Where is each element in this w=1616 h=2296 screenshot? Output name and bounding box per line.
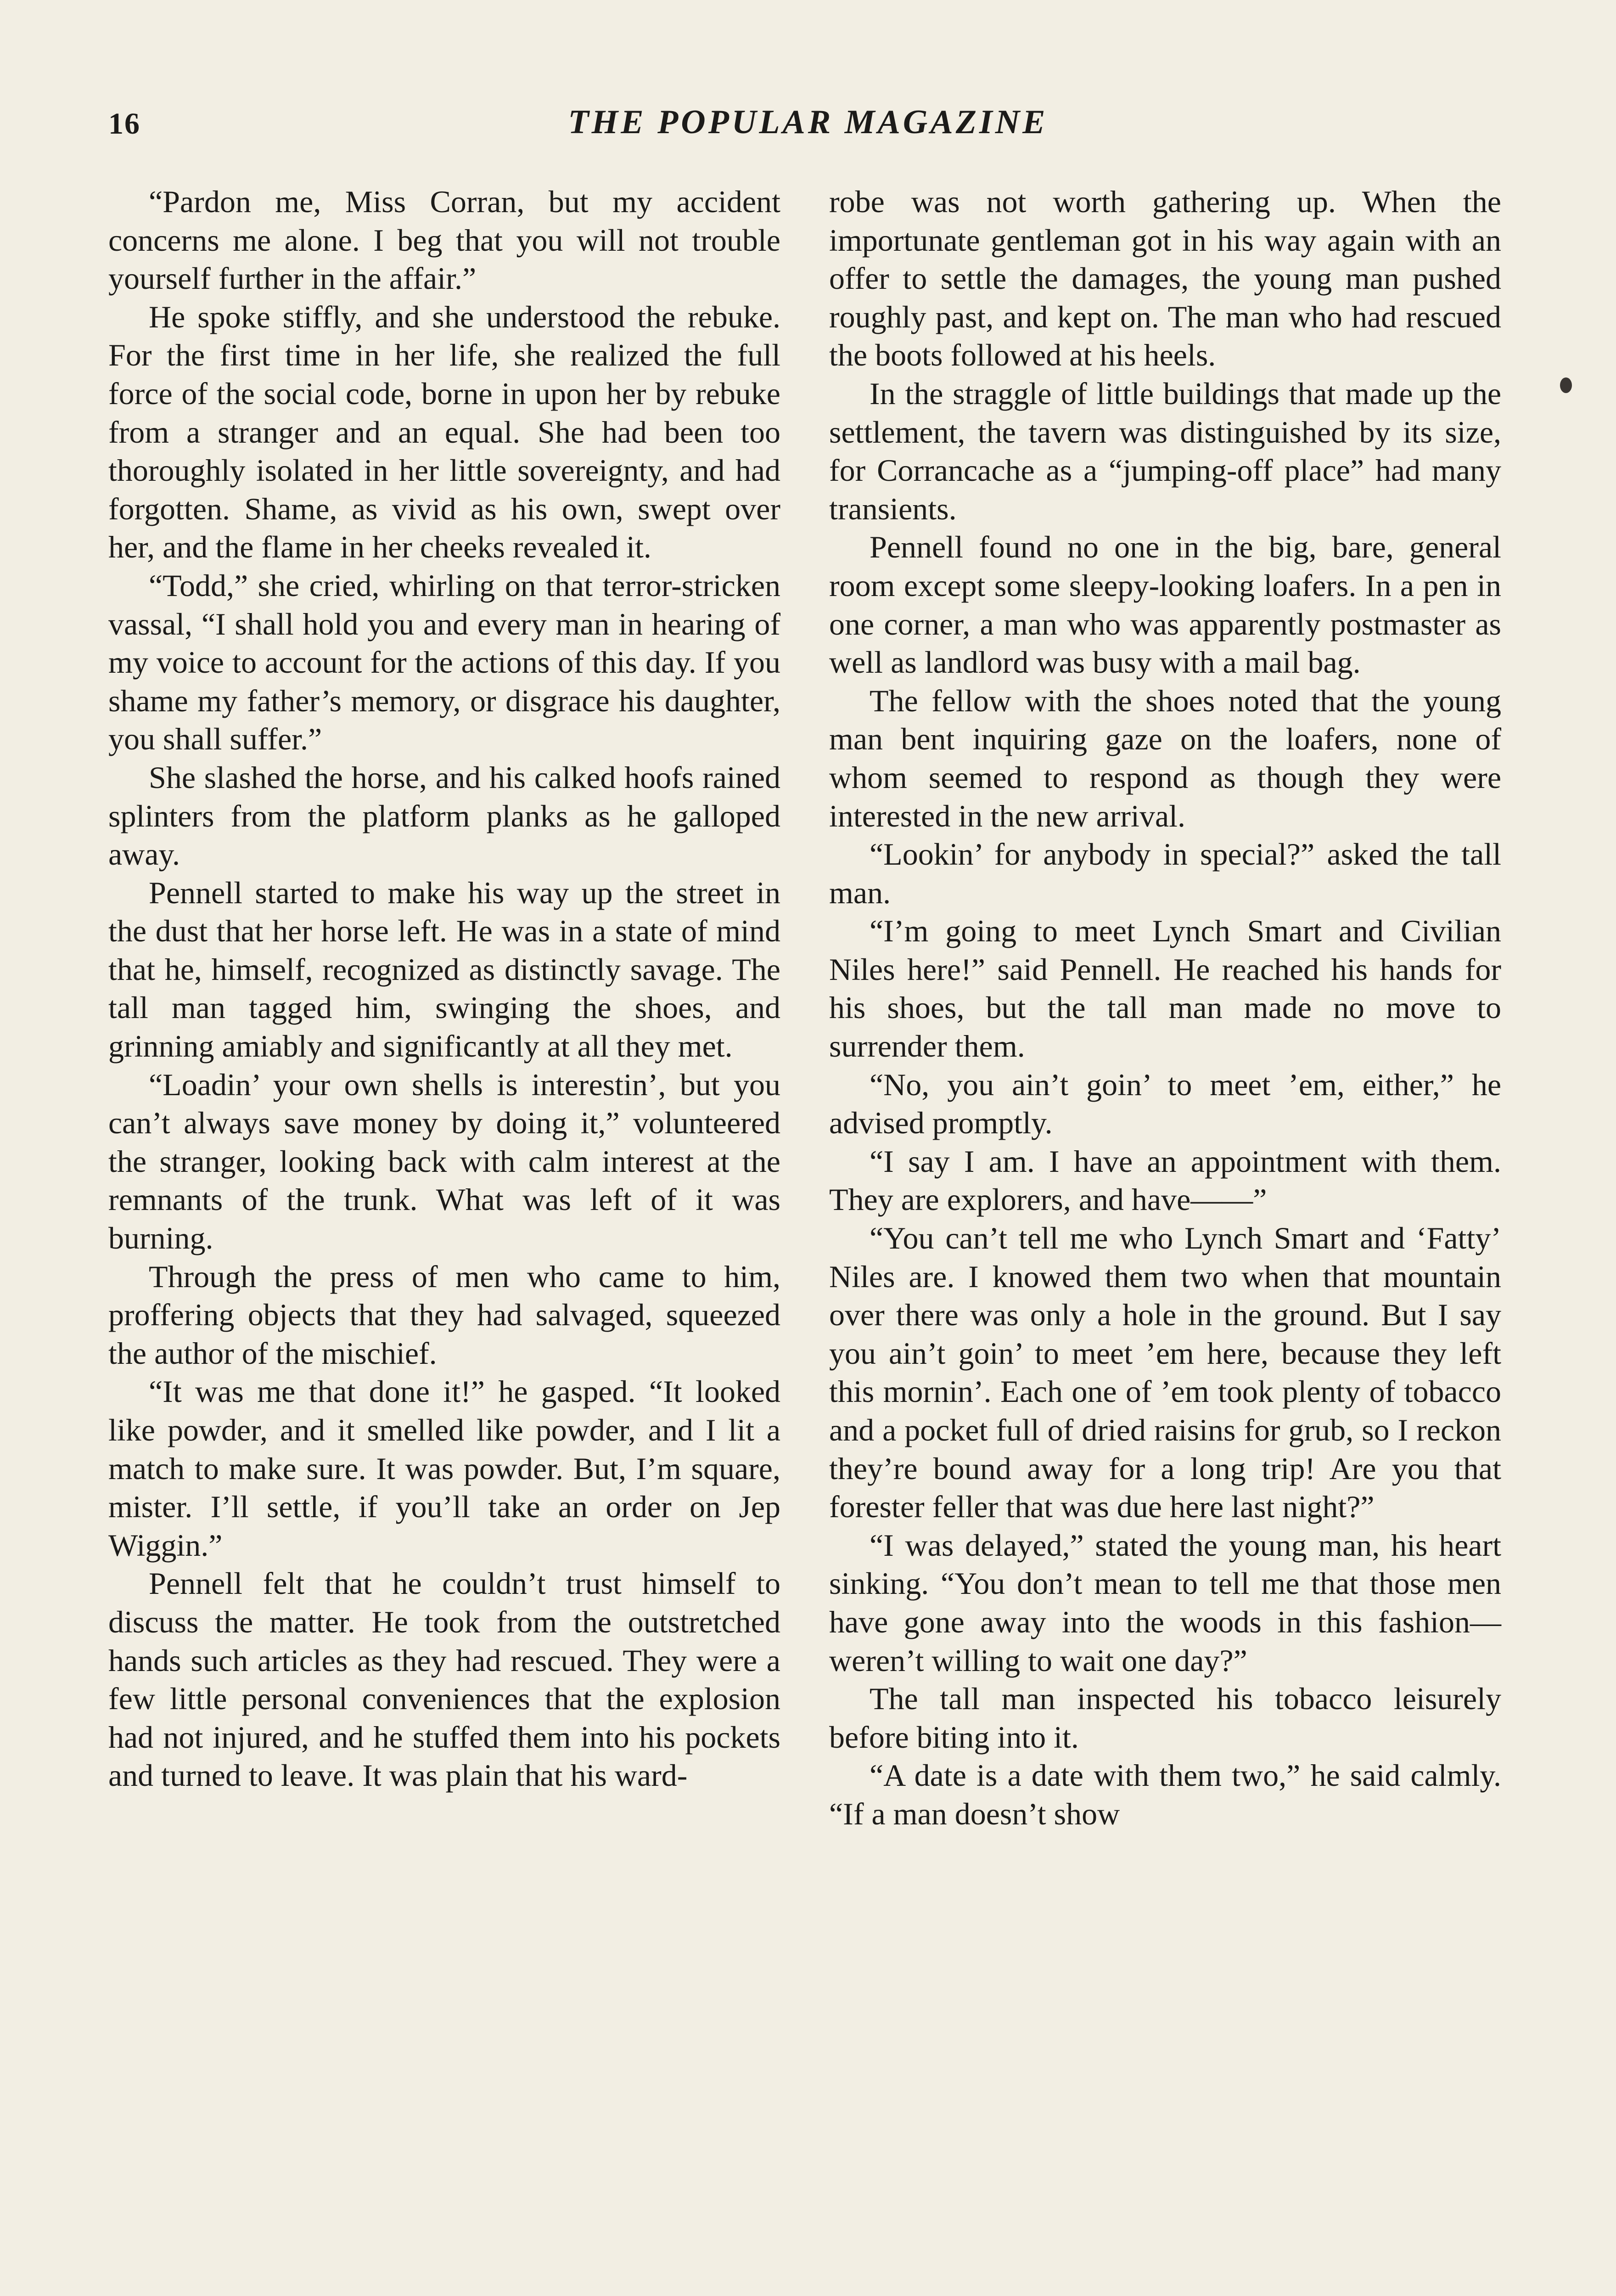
ink-spot: [1560, 377, 1572, 393]
running-head: THE POPULAR MAGAZINE: [568, 103, 1048, 141]
right-column-paragraph: “I’m going to meet Lynch Smart and Civilian Niles here!” said Pennell. He reached his hands for his shoes, but the tall man made no move to surrender them.: [829, 913, 1501, 1064]
left-column-paragraph: She slashed the horse, and his calked hoofs rained splinters from the platform planks as he galloped away.: [108, 760, 780, 872]
right-column-paragraph: In the straggle of little buildings that made up the settlement, the tavern was distinguished by its size, for Corrancache as a “jumping-off place” had many transients.: [829, 376, 1501, 526]
right-column-paragraph: “I was delayed,” stated the young man, his heart sinking. “You don’t mean to tell me that those men have gone away into the woods in this fashion—weren’t willing to wait one day?”: [829, 1527, 1501, 1678]
right-column-paragraph: “No, you ain’t goin’ to meet ’em, either,” he advised promptly.: [829, 1067, 1501, 1141]
left-column-paragraph: Pennell felt that he couldn’t trust himself to discuss the matter. He took from the outstretched hands such articles as they had rescued. They were a few little personal conveniences that the explosion had not injured, and he stuffed them into his pockets and turned to leave. It was plain that his ward-: [108, 1566, 780, 1793]
right-column-paragraph: robe was not worth gathering up. When the importunate gentleman got in his way again with an offer to settle the damages, the young man pushed roughly past, and kept on. The man who had rescued the boots followed at his heels.: [829, 184, 1501, 373]
right-column-paragraph: The fellow with the shoes noted that the young man bent inquiring gaze on the loafers, none of whom seemed to respond as though they were interested in the new arrival.: [829, 683, 1501, 833]
left-column-paragraph: “Loadin’ your own shells is interestin’, but you can’t always save money by doing it,” volunteered the stranger, looking back with calm interest at the remnants of the trunk. What was left of it was burning.: [108, 1067, 780, 1256]
page-number: 16: [108, 107, 140, 141]
left-column-paragraph: “Pardon me, Miss Corran, but my accident concerns me alone. I beg that you will not trouble yourself further in the affair.”: [108, 184, 780, 296]
right-column-paragraph: Pennell found no one in the big, bare, general room except some sleepy-looking loafers. In a pen in one corner, a man who was apparently postmaster as well as landlord was busy with a mail bag.: [829, 529, 1501, 680]
left-column-paragraph: “Todd,” she cried, whirling on that terror-stricken vassal, “I shall hold you and every man in hearing of my voice to account for the actions of this day. If you shame my father’s memory, or disgrace his daughter, you shall suffer.”: [108, 568, 780, 757]
right-column-paragraph: “A date is a date with them two,” he said calmly. “If a man doesn’t show: [829, 1758, 1501, 1831]
left-column-paragraph: Through the press of men who came to him, proffering objects that they had salvaged, squeezed the author of the mischief.: [108, 1259, 780, 1371]
left-column-paragraph: Pennell started to make his way up the street in the dust that her horse left. He was in a state of mind that he, himself, recognized as distinctly savage. The tall man tagged him, swinging the shoes, and grinning amiably and significantly at all they met.: [108, 875, 780, 1064]
left-column: [108, 183, 780, 1795]
right-column-paragraph: “Lookin’ for anybody in special?” asked the tall man.: [829, 837, 1501, 910]
right-column: [829, 183, 1501, 1834]
right-column-paragraph: “I say I am. I have an appointment with them. They are explorers, and have——”: [829, 1143, 1501, 1217]
right-column-paragraph: “You can’t tell me who Lynch Smart and ‘Fatty’ Niles are. I knowed them two when that mountain over there was only a hole in the ground. But I say you ain’t goin’ to meet ’em here, because they left this mornin’. Each one of ’em took plenty of tobacco and a pocket full of dried raisins for grub, so I reckon they’re bound away for a long trip! Are you that forester feller that was due here last night?”: [829, 1221, 1501, 1525]
left-column-paragraph: He spoke stiffly, and she understood the rebuke. For the first time in her life, she realized the full force of the social code, borne in upon her by rebuke from a stranger and an equal. She had been too thoroughly isolated in her little sovereignty, and had forgotten. Shame, as vivid as his own, swept over her, and the flame in her cheeks revealed it.: [108, 299, 780, 565]
left-column-paragraph: “It was me that done it!” he gasped. “It looked like powder, and it smelled like powder, and I lit a match to make sure. It was powder. But, I’m square, mister. I’ll settle, if you’ll take an order on Jep Wiggin.”: [108, 1374, 780, 1563]
right-column-paragraph: The tall man inspected his tobacco leisurely before biting into it.: [829, 1681, 1501, 1755]
